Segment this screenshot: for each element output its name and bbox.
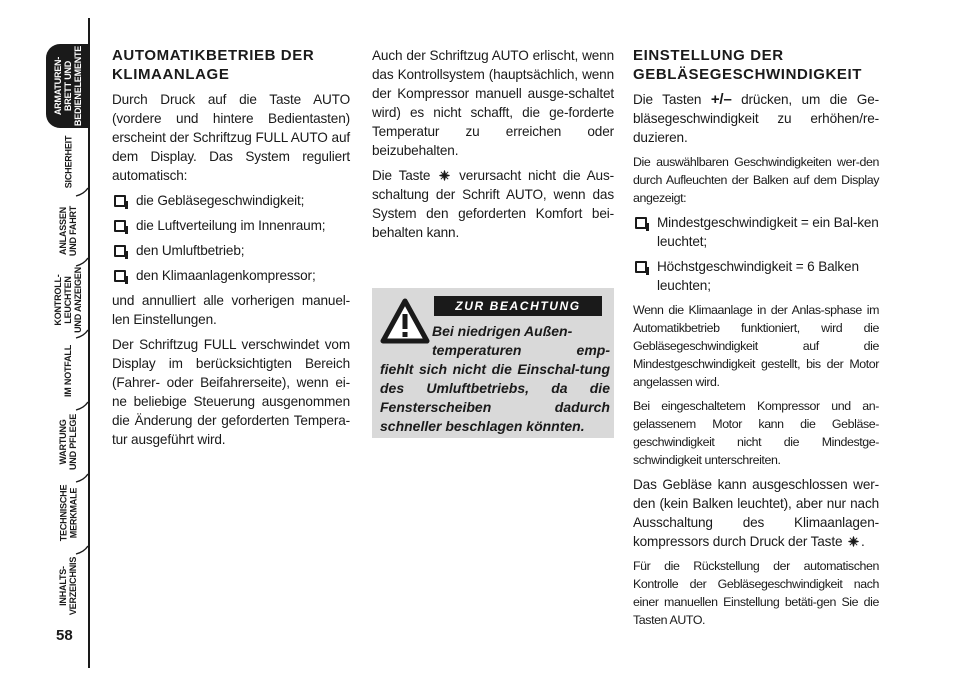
tab-label: ARMATUREN- BRETT UND BEDIENELEMENTE [53,45,83,127]
paragraph [633,90,879,147]
fan-off-icon [848,536,859,547]
list-item-text: Mindestgeschwindigkeit = ein Bal-ken leuchtet; [657,215,879,249]
warning-line: fiehlt sich nicht die Einschal-tung des Umluftbetriebs, da die Fensterscheiben dadurch schneller beschlagen könnten. [380,361,610,434]
checkbox-bullet-icon [114,220,126,232]
column-auto-erlischt [372,46,614,248]
column-automatikbetrieb [112,46,350,455]
text: verursacht nicht die Aus-schaltung der Schrift AUTO, wenn das System den geforderten Komfort bei-behalten kann. [372,168,614,240]
text: Das Gebläse kann ausgeschlossen wer-den (kein Balken leuchtet), aber nur nach Ausschaltung des Klimaanlagen-kompressors durch Druck der Taste [633,477,879,549]
paragraph [633,475,879,551]
tab-dividers [56,118,92,638]
tab-label: WARTUNG UND PFLEGE [58,413,79,471]
tab-label: SICHERHEIT [63,135,74,189]
checkbox-bullet-icon [635,217,647,229]
paragraph: Der Schriftzug FULL verschwindet vom Display im berücksichtigten Bereich (Fahrer- oder Beifahrerseite), wenn ei-ne beliebige Steuerung ausgenommen die Änderung der geforderten Tempera-tur ausgeführt wird. [112,337,350,447]
list-item [112,241,350,260]
list-item [633,213,879,251]
list-item-text: die Luftverteilung im Innenraum; [136,218,326,233]
checkbox-bullet-icon [114,195,126,207]
list-item-text: den Klimaanlagenkompressor; [136,268,316,283]
text: drücken, um die Ge-bläsegeschwindigkeit zu erhöhen/re-duzieren. [633,92,879,145]
checkbox-bullet-icon [114,245,126,257]
list-item [633,257,879,295]
warning-title: ZUR BEACHTUNG [434,296,602,316]
warning-box [372,288,614,438]
list-item [112,266,350,285]
section-heading: AUTOMATIKBETRIEB DER KLIMAANLAGE [112,47,315,83]
paragraph [372,166,614,242]
text: Die Taste [372,168,431,183]
paragraph: Durch Druck auf die Taste AUTO (vordere und hintere Bedientasten) erscheint der Schriftzug FULL AUTO auf dem Display. Das System reguliert automatisch: [112,92,350,183]
plus-minus-keys: +/– [710,91,732,108]
paragraph: und annulliert alle vorherigen manuel-len Einstellungen. [112,293,350,327]
bullet-list [112,191,350,285]
checkbox-bullet-icon [635,261,647,273]
text: Die Tasten [633,92,702,107]
column-geblaese [633,46,879,635]
fan-off-icon [439,170,450,181]
list-item-text: den Umluftbetrieb; [136,243,245,258]
warning-line: temperaturen emp- [432,342,610,358]
page-number: 58 [56,627,73,644]
list-item [112,191,350,210]
list-item-text: die Gebläsegeschwindigkeit; [136,193,305,208]
warning-text [380,322,610,436]
tab-label: TECHNISCHE MERKMALE [58,484,79,542]
tab-label: KONTROLL- LEUCHTEN UND ANZEIGEN [53,267,83,333]
checkbox-bullet-icon [114,270,126,282]
paragraph: Wenn die Klimaanlage in der Anlas-sphase im Automatikbetrieb funktioniert, wird die Gebläsegeschwindigkeit auf die Mindestgeschwindigkeit gestellt, bis der Motor angelassen wird. [633,303,879,389]
paragraph: Bei eingeschaltetem Kompressor und an-gelassenem Motor kann die Gebläse-geschwindigkeit nicht die Mindestge-schwindigkeit unterschreiten. [633,399,879,467]
section-heading: EINSTELLUNG DER GEBLÄSEGESCHWINDIGKEIT [633,47,863,83]
list-item [112,216,350,235]
paragraph: Für die Rückstellung der automatischen Kontrolle der Gebläsegeschwindigkeit nach einer manuellen Einstellung betäti-gen Sie die Tasten AUTO. [633,559,879,627]
tab-label: IM NOTFALL [63,345,73,397]
tab-label: ANLASSEN UND FAHRT [58,205,79,257]
tab-label: INHALTS- VERZEICHNIS [58,556,78,616]
bullet-list [633,213,879,295]
text: . [861,534,865,549]
list-item-text: Höchstgeschwindigkeit = 6 Balken leuchten; [657,259,859,293]
chapter-sidebar [0,0,100,692]
paragraph: Die auswählbaren Geschwindigkeiten wer-den durch Aufleuchten der Balken auf dem Display angezeigt: [633,155,879,205]
paragraph: Auch der Schriftzug AUTO erlischt, wenn das Kontrollsystem (hauptsächlich, wenn der Kompressor manuell ausge-schaltet wird) es nicht schafft, die ge-forderte Temperatur zu erreichen oder beizubehalten. [372,48,614,158]
tab-armaturenbrett[interactable] [46,44,90,128]
warning-line: Bei niedrigen Außen- [432,323,573,339]
